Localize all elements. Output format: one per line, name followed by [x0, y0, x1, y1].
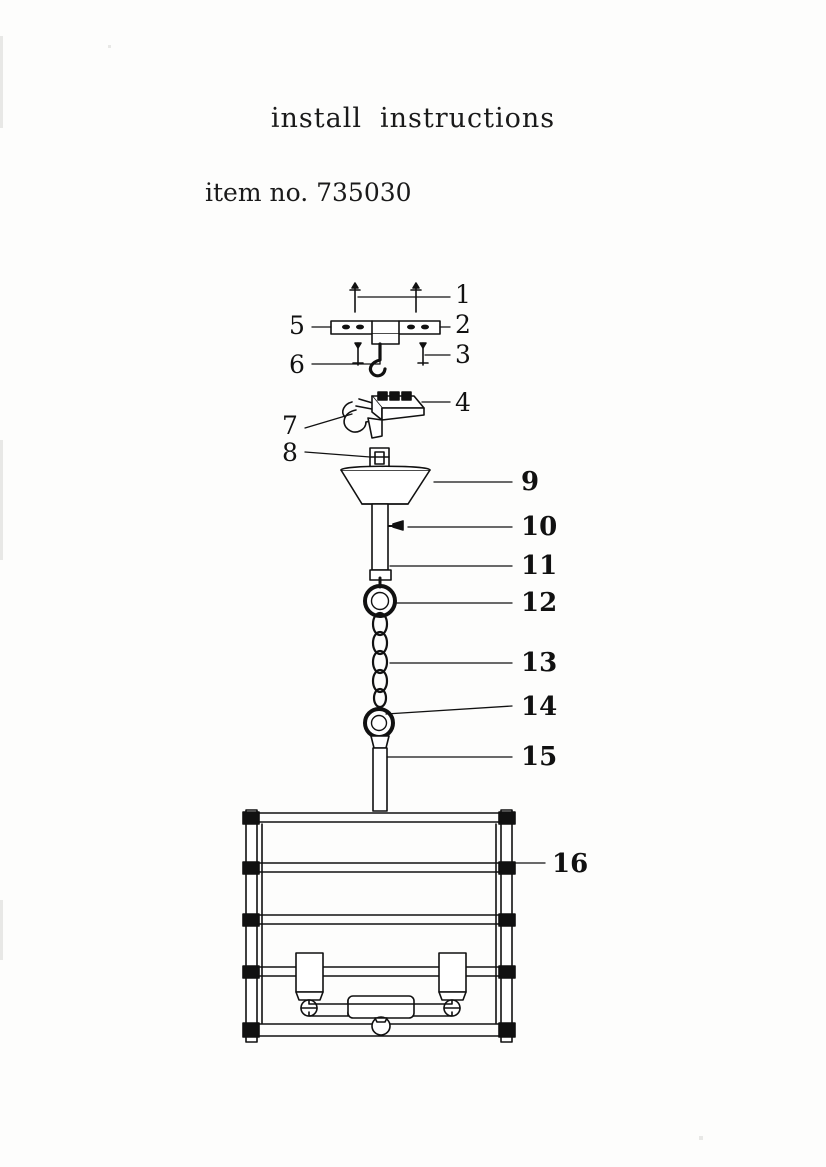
callout-number-5: 5 [289, 311, 305, 340]
part-wire-connector [343, 392, 424, 438]
callout-number-6: 6 [289, 350, 305, 379]
part-lower-stem [371, 736, 389, 811]
part-hook [370, 344, 385, 376]
callout-number-16: 16 [552, 849, 589, 879]
part-screws-bottom [353, 343, 428, 365]
callout-leader-lines [305, 297, 545, 863]
part-mounting-bracket [331, 321, 440, 344]
callout-number-3: 3 [455, 340, 471, 369]
callout-number-2: 2 [455, 310, 471, 339]
callout-number-8: 8 [282, 438, 298, 467]
callout-number-13: 13 [521, 648, 558, 678]
part-collar [370, 448, 389, 468]
callout-number-12: 12 [521, 588, 558, 618]
part-upper-loop [365, 578, 395, 616]
callout-number-4: 4 [455, 388, 471, 417]
part-canopy [341, 466, 430, 504]
page-title-word-1: install [270, 103, 362, 134]
callout-number-10: 10 [521, 512, 558, 542]
callout-number-1: 1 [455, 280, 471, 309]
callout-number-15: 15 [521, 742, 558, 772]
item-number-label: item no. [205, 178, 309, 207]
part-stem [370, 504, 391, 580]
part-chain [373, 613, 387, 707]
callout-number-7: 7 [282, 411, 298, 440]
callout-number-14: 14 [521, 692, 558, 722]
part-candle-sockets [296, 953, 466, 1035]
callout-number-9: 9 [521, 467, 540, 497]
page-title-word-2: instructions [379, 103, 556, 134]
callout-number-11: 11 [521, 551, 558, 581]
item-number-value: 735030 [316, 178, 412, 207]
